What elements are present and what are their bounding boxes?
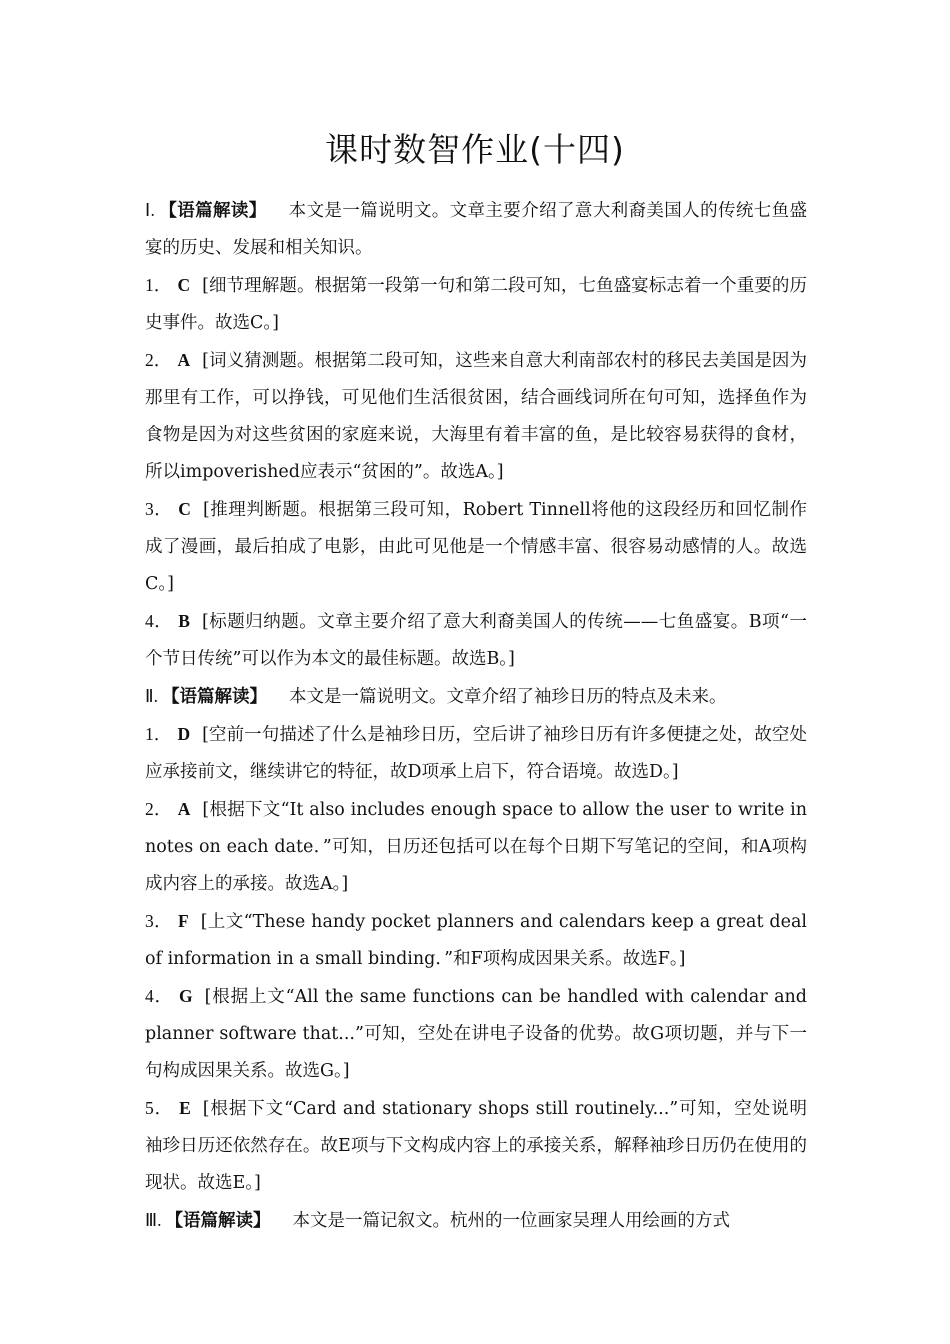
section-intro: 本文是一篇说明文。文章介绍了袖珍日历的特点及未来。 — [289, 687, 727, 707]
answer-item — [145, 716, 807, 791]
section-tag: 【语篇解读】 — [158, 201, 267, 221]
answer-explanation: [推理判断题。根据第三段可知，Robert Tinnell将他的这段经历和回忆制作成了漫画，最后拍成了电影，由此可见他是一个情感丰富、很容易动感情的人。故选C。] — [145, 500, 807, 594]
answer-explanation: [根据上文“All the same functions can be handled with calendar and planner software that...”可知，空处在讲电子设备的优势。故G项切题，并与下一句构成因果关系。故选G。] — [145, 987, 808, 1081]
answer-item — [145, 491, 807, 603]
section-intro: 本文是一篇记叙文。杭州的一位画家吴理人用绘画的方式 — [292, 1211, 730, 1231]
answer-item — [145, 1090, 807, 1202]
section-1-header — [145, 192, 807, 267]
answer-letter: C — [178, 499, 191, 519]
page-title: 课时数智作业(十四) — [325, 130, 625, 169]
answer-item — [145, 603, 807, 678]
answer-letter: F — [178, 911, 189, 931]
item-number: 2． — [145, 350, 172, 370]
answer-letter: E — [179, 1098, 191, 1118]
item-number: 4． — [145, 611, 173, 631]
answer-item — [145, 267, 807, 342]
section-intro: 本文是一篇说明文。文章主要介绍了意大利裔美国人的传统七鱼盛宴的历史、发展和相关知识。 — [145, 201, 808, 258]
section-2-header — [145, 678, 807, 716]
item-number: 5． — [145, 1098, 174, 1118]
answer-explanation: [标题归纳题。文章主要介绍了意大利裔美国人的传统——七鱼盛宴。B项“一个节日传统”可以作为本文的最佳标题。故选B。] — [145, 612, 807, 669]
section-numeral: Ⅲ. — [145, 1210, 162, 1230]
answer-explanation: [根据下文“Card and stationary shops still routinely...”可知，空处说明袖珍日历还依然存在。故E项与下文构成内容上的承接关系，解释袖珍日历仍在使用的现状。故选E。] — [145, 1099, 808, 1193]
answer-item — [145, 978, 807, 1090]
answer-explanation: [上文“These handy pocket planners and calendars keep a great deal of information in a small binding．”和F项构成因果关系。故选F。] — [145, 912, 808, 969]
answer-letter: G — [178, 986, 193, 1006]
answer-item — [145, 342, 807, 491]
section-tag: 【语篇解读】 — [162, 687, 267, 707]
section-numeral: Ⅰ. — [145, 200, 155, 220]
answer-letter: B — [178, 611, 190, 631]
answer-explanation: [细节理解题。根据第一段第一句和第二段可知，七鱼盛宴标志着一个重要的历史事件。故选C。] — [145, 276, 808, 333]
answer-letter: D — [177, 724, 191, 744]
item-number: 3． — [145, 499, 173, 519]
answer-letter: A — [177, 350, 191, 370]
answer-letter: A — [177, 799, 191, 819]
answer-explanation: [根据下文“It also includes enough space to allow the user to write in notes on each date．”可知，日历还包括可以在每个日期下写笔记的空间，和A项构成内容上的承接。故选A。] — [145, 800, 807, 894]
answer-letter: C — [177, 275, 191, 295]
section-numeral: Ⅱ. — [145, 686, 158, 706]
item-number: 4． — [145, 986, 173, 1006]
section-3-header — [145, 1202, 807, 1240]
answer-item — [145, 903, 807, 978]
item-number: 1． — [145, 275, 172, 295]
answer-content — [145, 192, 807, 1240]
answer-explanation: [词义猜测题。根据第二段可知，这些来自意大利南部农村的移民去美国是因为那里有工作，可以挣钱，可见他们生活很贫困，结合画线词所在句可知，选择鱼作为食物是因为对这些贫困的家庭来说，大海里有着丰富的鱼，是比较容易获得的食材，所以impoverished应表示“贫困的”。故选A。] — [145, 351, 808, 482]
answer-item — [145, 791, 807, 903]
answer-explanation: [空前一句描述了什么是袖珍日历，空后讲了袖珍日历有许多便捷之处，故空处应承接前文，继续讲它的特征，故D项承上启下，符合语境。故选D。] — [145, 725, 808, 782]
item-number: 1． — [145, 724, 172, 744]
item-number: 3． — [145, 911, 172, 931]
section-tag: 【语篇解读】 — [165, 1211, 271, 1231]
item-number: 2． — [145, 799, 172, 819]
